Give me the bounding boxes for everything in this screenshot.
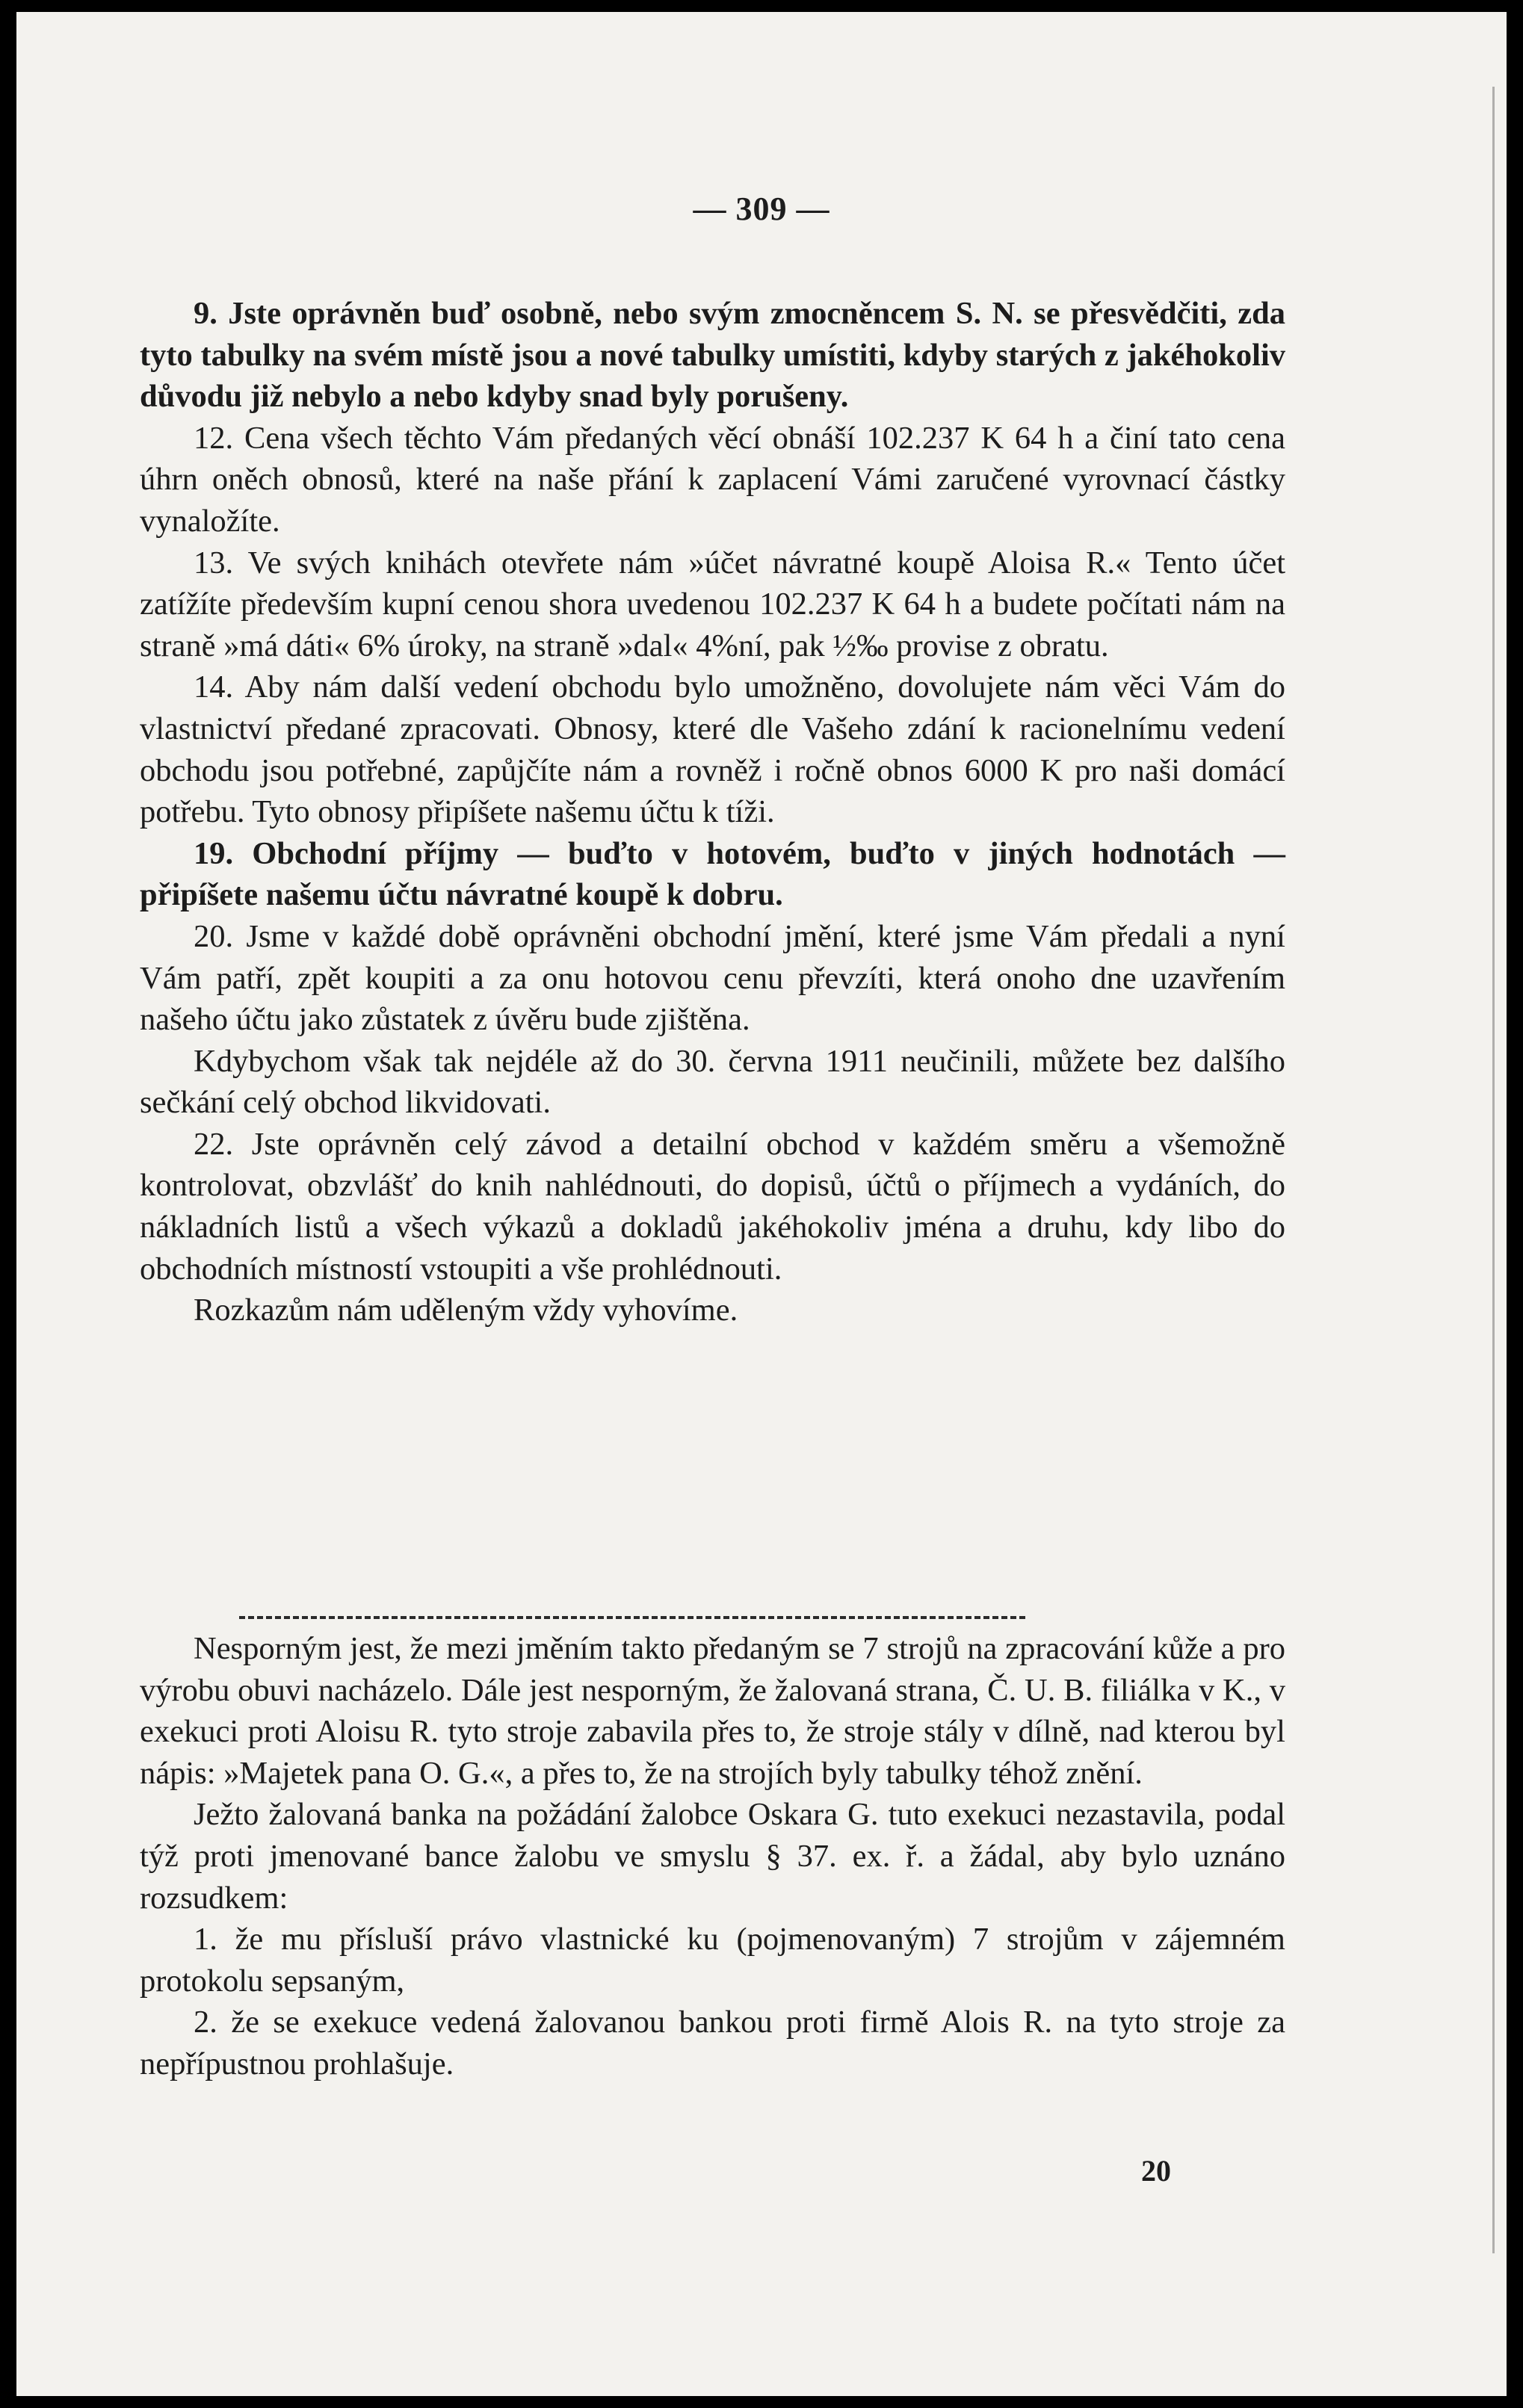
paragraph: Rozkazům nám uděleným vždy vyhovíme. — [194, 1293, 738, 1328]
lower-text-block — [140, 1628, 1285, 2085]
scanned-page — [16, 12, 1507, 2396]
paragraph: Kdybychom však tak nejdéle až do 30. června 1911 neučinili, můžete bez dalšího sečkání celý obchod likvidovati. — [140, 1043, 1285, 1121]
section-divider — [239, 1616, 1025, 1619]
paragraph: 9. Jste oprávněn buď osobně, nebo svým zmocněncem S. N. se přesvědčiti, zda tyto tabulky na svém místě jsou a nové tabulky umístiti, kdyby starých z jakéhokoliv důvodu již nebylo a nebo kdyby snad byly porušeny. — [140, 296, 1285, 415]
binding-edge — [1492, 87, 1499, 2253]
paragraph: Ježto žalovaná banka na požádání žalobce Oskara G. tuto exekuci nezastavila, podal týž proti jmenované bance žalobu ve smyslu § 37. ex. ř. a žádal, aby bylo uznáno rozsudkem: — [140, 1797, 1285, 1916]
upper-text-block — [140, 293, 1285, 1331]
paragraph: 22. Jste oprávněn celý závod a detailní obchod v každém směru a všemožně kontrolovat, obzvlášť do knih nahlédnouti, do dopisů, účtů o příjmech a vydáních, do nákladních listů a všech výkazů a dokladů jakéhokoliv jména a druhu, kdy libo do obchodních místností vstoupiti a vše prohlédnouti. — [140, 1126, 1285, 1287]
paragraph: Nesporným jest, že mezi jměním takto předaným se 7 strojů na zpracování kůže a pro výrobu obuvi nacházelo. Dále jest nesporným, že žalovaná strana, Č. U. B. filiálka v K., v exekuci proti Aloisu R. tyto stroje zabavila přes to, že stroje stály v dílně, nad kterou byl nápis: »Majetek pana O. G.«, a přes to, že na strojích byly tabulky téhož znění. — [140, 1631, 1285, 1791]
paragraph: 14. Aby nám další vedení obchodu bylo umožněno, dovolujete nám věci Vám do vlastnictví předané zpracovati. Obnosy, které dle Vašeho zdání k racionelnímu vedení obchodu jsou potřebné, zapůjčíte nám a rovněž i ročně obnos 6000 K pro naši domácí potřebu. Tyto obnosy připíšete našemu účtu k tíži. — [140, 669, 1285, 830]
page-number: — 309 — — [693, 191, 830, 227]
paragraph: 19. Obchodní příjmy — buďto v hotovém, buďto v jiných hodnotách — připíšete našemu účtu návratné koupě k dobru. — [140, 835, 1285, 913]
printer-signature-mark: 20 — [1141, 2154, 1171, 2188]
paragraph: 12. Cena všech těchto Vám předaných věcí obnáší 102.237 K 64 h a činí tato cena úhrn oněch obnosů, které na naše přání k zaplacení Vámi zaručené vyrovnací částky vynaložíte. — [140, 420, 1285, 539]
paragraph: 20. Jsme v každé době oprávněni obchodní jmění, které jsme Vám předali a nyní Vám patří, zpět koupiti a za onu hotovou cenu převzíti, která onoho dne uzavřením našeho účtu jako zůstatek z úvěru bude zjištěna. — [140, 918, 1285, 1038]
paragraph: 1. že mu přísluší právo vlastnické ku (pojmenovaným) 7 strojům v zájemném protokolu sepsaným, — [140, 1922, 1285, 1999]
paragraph: 13. Ve svých knihách otevřete nám »účet návratné koupě Aloisa R.« Tento účet zatížíte především kupní cenou shora uvedenou 102.237 K 64 h a budete počítati nám na straně »má dáti« 6% úroky, na straně »dal« 4%ní, pak ½‰ provise z obratu. — [140, 545, 1285, 663]
paragraph: 2. že se exekuce vedená žalovanou bankou proti firmě Alois R. na tyto stroje za nepřípustnou prohlašuje. — [140, 2005, 1285, 2082]
